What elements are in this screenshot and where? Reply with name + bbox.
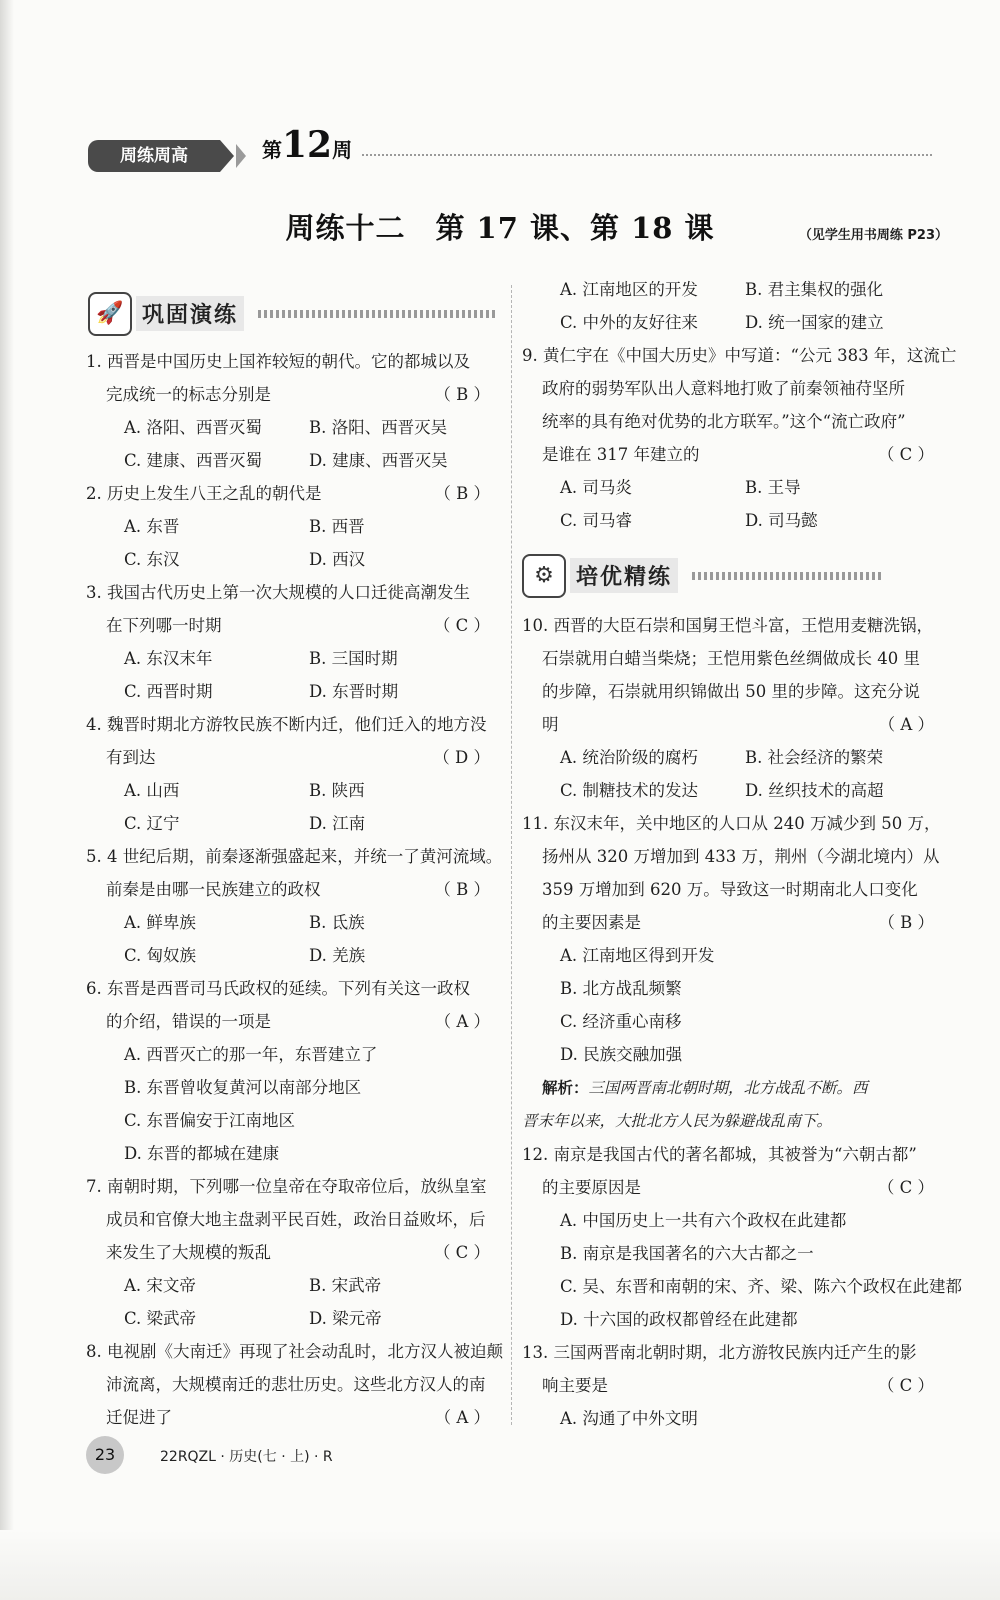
option-d: D. 建康、西晋灭吴 (309, 451, 448, 470)
question-3 (86, 576, 490, 708)
rocket-icon: 🚀 (88, 292, 132, 336)
option-b: B. 洛阳、西晋灭吴 (309, 418, 448, 437)
option-a: A. 江南地区的开发 (560, 280, 698, 299)
option-b: B. 三国时期 (309, 649, 398, 668)
page-title: 周练十二 第 17 课、第 18 课 (285, 211, 715, 245)
question-11-answer: （ B ） (878, 913, 934, 932)
question-6-line2: 的介绍，错误的一项是 (106, 1012, 271, 1031)
option-d: D. 梁元帝 (309, 1309, 382, 1328)
section-bar (258, 310, 498, 318)
option-b: B. 君主集权的强化 (745, 280, 884, 299)
week-tab-arrow (220, 140, 234, 172)
question-5 (86, 840, 503, 972)
option-c: C. 西晋时期 (124, 682, 213, 701)
question-7-line3: 来发生了大规模的叛乱 (106, 1243, 271, 1262)
analysis-text1: 三国两晋南北朝时期，北方战乱不断。西 (588, 1079, 868, 1097)
question-13-answer: （ C ） (877, 1376, 934, 1395)
option-a: A. 江南地区得到开发 (560, 946, 715, 965)
option-d: D. 民族交融加强 (560, 1045, 683, 1064)
question-2-options-row2 (86, 543, 490, 576)
section-excel (522, 554, 932, 594)
question-11-line4: 的主要因素是 (542, 913, 641, 932)
question-5-answer: （ B ） (434, 880, 490, 899)
week-tab: 周练周高 (88, 140, 220, 172)
question-5-line2: 前秦是由哪一民族建立的政权 (106, 880, 321, 899)
option-a: A. 中国历史上一共有六个政权在此建都 (560, 1211, 847, 1230)
week-number: 12 (282, 124, 333, 166)
question-3-options-row2 (86, 675, 490, 708)
question-3-options-row1 (86, 642, 490, 675)
question-10 (522, 609, 934, 807)
week-suffix: 周 (332, 138, 353, 162)
question-4-options-row2 (86, 807, 490, 840)
question-12-line1: 12. 南京是我国古代的著名都城，其被誉为“六朝古都” (522, 1145, 917, 1164)
option-d: D. 司马懿 (745, 511, 818, 530)
question-5-options-row1 (86, 906, 490, 939)
question-9-line1: 9. 黄仁宇在《中国大历史》中写道：“公元 383 年，这流亡 (522, 346, 957, 365)
question-8-options (522, 273, 934, 339)
question-2-options-row1 (86, 510, 490, 543)
question-9-line3: 统率的具有绝对优势的北方联军。”这个“流亡政府” (542, 412, 906, 431)
option-a: A. 沟通了中外文明 (560, 1409, 698, 1428)
question-6-answer: （ A ） (434, 1012, 490, 1031)
question-2-answer: （ B ） (434, 484, 490, 503)
question-4-options-row1 (86, 774, 490, 807)
question-10-line3: 的步障，石崇就用织锦做出 50 里的步障。这充分说 (542, 682, 920, 701)
option-b: B. 西晋 (309, 517, 365, 536)
question-9-line2: 政府的弱势军队出人意料地打败了前秦领袖苻坚所 (542, 379, 905, 398)
option-d: D. 东晋的都城在建康 (124, 1144, 280, 1163)
question-8-options-row2 (522, 306, 934, 339)
question-8-line3: 迁促进了 (106, 1408, 172, 1427)
option-b: B. 宋武帝 (309, 1276, 382, 1295)
column-divider (511, 285, 512, 1425)
option-c: C. 东晋偏安于江南地区 (124, 1111, 296, 1130)
option-b: B. 陕西 (309, 781, 365, 800)
option-c: C. 梁武帝 (124, 1309, 197, 1328)
question-13 (522, 1336, 934, 1435)
question-9-options-row1 (522, 471, 934, 504)
question-1 (86, 345, 490, 477)
question-8-options-row1 (522, 273, 934, 306)
option-d: D. 江南 (309, 814, 366, 833)
question-3-line1: 3. 我国古代历史上第一次大规模的人口迁徙高潮发生 (86, 583, 470, 602)
right-column (522, 273, 963, 1435)
question-13-line2: 响主要是 (542, 1376, 608, 1395)
question-12-answer: （ C ） (877, 1178, 934, 1197)
question-11-line3: 359 万增加到 620 万。导致这一时期南北人口变化 (542, 880, 918, 899)
question-12-line2: 的主要原因是 (542, 1178, 641, 1197)
question-1-answer: （ B ） (434, 385, 490, 404)
question-4-answer: （ D ） (433, 748, 490, 767)
question-10-options-row1 (522, 741, 934, 774)
question-9-line4: 是谁在 317 年建立的 (542, 445, 700, 464)
question-1-options-row1 (86, 411, 490, 444)
option-a: A. 鲜卑族 (124, 913, 196, 932)
question-13-line1: 13. 三国两晋南北朝时期，北方游牧民族内迁产生的影 (522, 1343, 917, 1362)
question-3-line2: 在下列哪一时期 (106, 616, 222, 635)
section-consolidate (88, 292, 508, 332)
week-label (262, 124, 352, 166)
option-c: C. 建康、西晋灭蜀 (124, 451, 263, 470)
page-number: 23 (86, 1436, 124, 1474)
question-8 (86, 1335, 503, 1434)
option-a: A. 洛阳、西晋灭蜀 (124, 418, 262, 437)
question-4 (86, 708, 490, 840)
analysis-label: 解析： (542, 1078, 589, 1097)
option-c: C. 东汉 (124, 550, 180, 569)
question-2-line1: 2. 历史上发生八王之乱的朝代是 (86, 484, 322, 503)
question-7-options-row1 (86, 1269, 490, 1302)
question-9-options-row2 (522, 504, 934, 537)
option-c: C. 辽宁 (124, 814, 180, 833)
option-b: B. 社会经济的繁荣 (745, 748, 884, 767)
option-a: A. 司马炎 (560, 478, 632, 497)
question-10-line2: 石崇就用白蜡当柴烧；王恺用紫色丝绸做成长 40 里 (542, 649, 920, 668)
question-2 (86, 477, 490, 576)
analysis-line1 (522, 1071, 934, 1105)
reference-note: （见学生用书周练 P23） (798, 228, 948, 243)
question-8-line1: 8. 电视剧《大南迁》再现了社会动乱时，北方汉人被迫颠 (86, 1342, 503, 1361)
section-consolidate-title: 巩固演练 (136, 296, 244, 331)
option-a: A. 宋文帝 (124, 1276, 196, 1295)
question-1-line1: 1. 西晋是中国历史上国祚较短的朝代。它的都城以及 (86, 352, 470, 371)
question-7-options-row2 (86, 1302, 490, 1335)
question-1-line2: 完成统一的标志分别是 (106, 385, 271, 404)
question-8-answer: （ A ） (434, 1408, 490, 1427)
question-6-line1: 6. 东晋是西晋司马氏政权的延续。下列有关这一政权 (86, 979, 470, 998)
question-7-line2: 成员和官僚大地主盘剥平民百姓，政治日益败坏，后 (106, 1210, 486, 1229)
option-b: B. 南京是我国著名的六大古都之一 (560, 1244, 814, 1263)
question-10-line4: 明 (542, 715, 559, 734)
question-12 (522, 1138, 963, 1336)
question-4-line2: 有到达 (106, 748, 156, 767)
option-d: D. 西汉 (309, 550, 366, 569)
week-prefix: 第 (262, 138, 282, 162)
question-6 (86, 972, 490, 1170)
question-9-answer: （ C ） (877, 445, 934, 464)
option-d: D. 东晋时期 (309, 682, 399, 701)
option-c: C. 中外的友好往来 (560, 313, 699, 332)
option-a: A. 西晋灭亡的那一年，东晋建立了 (124, 1045, 378, 1064)
section-bar (692, 572, 882, 580)
analysis-line2: 晋末年以来，大批北方人民为躲避战乱南下。 (522, 1112, 833, 1130)
question-8-line2: 沛流离，大规模南迁的悲壮历史。这些北方汉人的南 (106, 1375, 486, 1394)
question-11 (522, 807, 941, 1071)
option-c: C. 吴、东晋和南朝的宋、齐、梁、陈六个政权在此建都 (560, 1277, 963, 1296)
option-a: A. 东汉末年 (124, 649, 213, 668)
left-column (86, 345, 503, 1434)
question-5-options-row2 (86, 939, 490, 972)
option-c: C. 司马睿 (560, 511, 633, 530)
option-a: A. 统治阶级的腐朽 (560, 748, 698, 767)
question-10-answer: （ A ） (878, 715, 934, 734)
section-excel-title: 培优精练 (570, 558, 678, 593)
option-b: B. 北方战乱频繁 (560, 979, 682, 998)
option-d: D. 丝织技术的高超 (745, 781, 884, 800)
question-3-answer: （ C ） (433, 616, 490, 635)
option-a: A. 山西 (124, 781, 180, 800)
question-7-line1: 7. 南朝时期，下列哪一位皇帝在夺取帝位后，放纵皇室 (86, 1177, 487, 1196)
option-c: C. 匈奴族 (124, 946, 197, 965)
footer-code: 22RQZL · 历史(七 · 上) · R (160, 1449, 333, 1465)
header-rule (362, 154, 932, 156)
question-10-line1: 10. 西晋的大臣石崇和国舅王恺斗富，王恺用麦糖洗锅， (522, 616, 933, 635)
analysis-block (522, 1071, 934, 1138)
question-10-options-row2 (522, 774, 934, 807)
question-7-answer: （ C ） (433, 1243, 490, 1262)
gear-icon: ⚙ (522, 554, 566, 598)
option-b: B. 氐族 (309, 913, 365, 932)
week-tab-arrow-shadow (236, 144, 246, 168)
option-a: A. 东晋 (124, 517, 180, 536)
question-1-options-row2 (86, 444, 490, 477)
option-d: D. 十六国的政权都曾经在此建都 (560, 1310, 798, 1329)
option-b: B. 王导 (745, 478, 801, 497)
option-d: D. 统一国家的建立 (745, 313, 884, 332)
question-4-line1: 4. 魏晋时期北方游牧民族不断内迁，他们迁入的地方没 (86, 715, 487, 734)
option-c: C. 经济重心南移 (560, 1012, 682, 1031)
option-b: B. 东晋曾收复黄河以南部分地区 (124, 1078, 362, 1097)
question-5-line1: 5. 4 世纪后期，前秦逐渐强盛起来，并统一了黄河流域。 (86, 847, 503, 866)
question-9 (522, 339, 957, 537)
bottom-edge (0, 1530, 1000, 1600)
option-d: D. 羌族 (309, 946, 366, 965)
question-7 (86, 1170, 490, 1335)
question-11-line1: 11. 东汉末年，关中地区的人口从 240 万减少到 50 万， (522, 814, 941, 833)
option-c: C. 制糖技术的发达 (560, 781, 699, 800)
question-11-line2: 扬州从 320 万增加到 433 万，荆州（今湖北境内）从 (542, 847, 940, 866)
